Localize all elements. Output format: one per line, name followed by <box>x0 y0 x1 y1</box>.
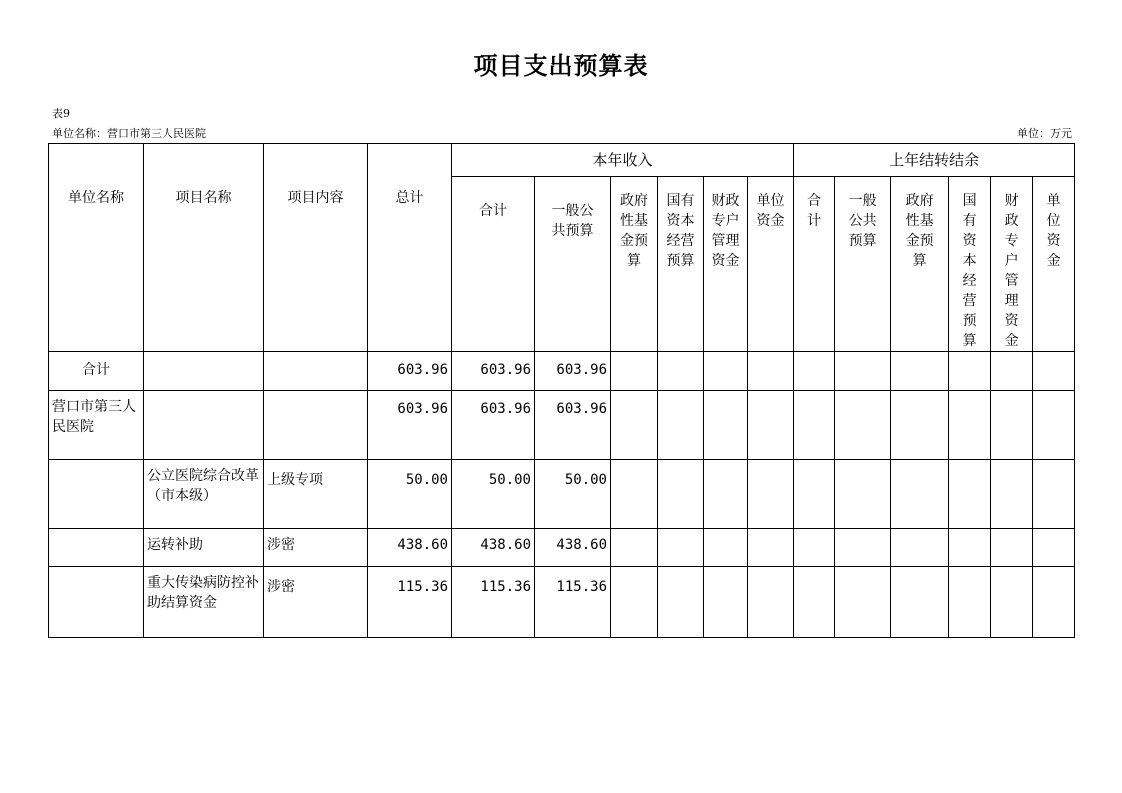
empty-cell <box>748 352 794 391</box>
empty-cell <box>794 567 835 638</box>
empty-cell <box>704 567 748 638</box>
empty-cell <box>891 391 949 460</box>
empty-cell <box>658 567 704 638</box>
project-current-total: 115.36 <box>452 567 535 638</box>
empty-cell <box>891 567 949 638</box>
empty-cell <box>49 567 144 638</box>
empty-cell <box>748 460 794 529</box>
unit-row-current-general: 603.96 <box>535 391 611 460</box>
empty-cell <box>704 529 748 567</box>
empty-cell <box>891 460 949 529</box>
project-current-general: 438.60 <box>535 529 611 567</box>
project-current-total: 438.60 <box>452 529 535 567</box>
project-sum: 50.00 <box>368 460 452 529</box>
empty-cell <box>794 391 835 460</box>
table-row <box>49 529 1075 567</box>
project-current-general: 50.00 <box>535 460 611 529</box>
project-content: 涉密 <box>264 529 368 567</box>
empty-cell <box>704 460 748 529</box>
header-carryover-gov-fund-label: 政府性基金预算 <box>905 193 934 269</box>
header-carryover-special-account <box>991 177 1033 352</box>
empty-cell <box>891 529 949 567</box>
header-current-state-capital <box>658 177 704 352</box>
empty-cell <box>144 352 264 391</box>
empty-cell <box>991 529 1033 567</box>
table-row <box>49 567 1075 638</box>
header-carryover-state-capital <box>949 177 991 352</box>
header-unit-name: 单位名称 <box>49 144 144 352</box>
project-content: 涉密 <box>264 567 368 638</box>
page-title: 项目支出预算表 <box>473 52 649 80</box>
empty-cell <box>611 529 658 567</box>
header-current-gov-fund-label: 政府性基金预算 <box>620 193 648 269</box>
empty-cell <box>794 529 835 567</box>
empty-cell <box>835 352 891 391</box>
header-current-general-label: 一般公共预算 <box>551 203 594 239</box>
table-row-unit <box>49 391 1075 460</box>
header-carryover-special-account-label: 财政专户管理资金 <box>1004 193 1019 349</box>
empty-cell <box>704 391 748 460</box>
empty-cell <box>658 391 704 460</box>
header-current-special-account <box>704 177 748 352</box>
budget-table <box>48 143 1075 638</box>
header-current-unit-fund <box>748 177 794 352</box>
empty-cell <box>949 529 991 567</box>
unit-row-name: 营口市第三人民医院 <box>49 391 144 460</box>
empty-cell <box>748 529 794 567</box>
empty-cell <box>949 460 991 529</box>
empty-cell <box>835 567 891 638</box>
empty-cell <box>991 460 1033 529</box>
project-content: 上级专项 <box>264 460 368 529</box>
header-carryover: 上年结转结余 <box>794 144 1075 177</box>
project-sum: 438.60 <box>368 529 452 567</box>
empty-cell <box>949 352 991 391</box>
currency-unit-label: 单位：万元 <box>1017 127 1072 140</box>
empty-cell <box>1033 391 1075 460</box>
empty-cell <box>1033 460 1075 529</box>
header-carryover-total-label: 合计 <box>807 193 822 229</box>
total-sum: 603.96 <box>368 352 452 391</box>
header-carryover-state-capital-label: 国有资本经营预算 <box>962 193 977 349</box>
header-current-total <box>452 177 535 352</box>
total-current-general: 603.96 <box>535 352 611 391</box>
empty-cell <box>949 567 991 638</box>
header-current-year-income: 本年收入 <box>452 144 794 177</box>
empty-cell <box>704 352 748 391</box>
empty-cell <box>658 529 704 567</box>
header-carryover-general <box>835 177 891 352</box>
empty-cell <box>1033 567 1075 638</box>
empty-cell <box>991 352 1033 391</box>
project-sum: 115.36 <box>368 567 452 638</box>
header-current-special-account-label: 财政专户管理资金 <box>711 193 740 269</box>
empty-cell <box>1033 352 1075 391</box>
empty-cell <box>835 529 891 567</box>
project-current-total: 50.00 <box>452 460 535 529</box>
unit-row-sum: 603.96 <box>368 391 452 460</box>
empty-cell <box>835 391 891 460</box>
empty-cell <box>991 567 1033 638</box>
header-project-name: 项目名称 <box>144 144 264 352</box>
empty-cell <box>264 352 368 391</box>
header-project-content: 项目内容 <box>264 144 368 352</box>
empty-cell <box>748 567 794 638</box>
empty-cell <box>794 460 835 529</box>
project-name: 公立医院综合改革（市本级） <box>144 460 264 529</box>
header-current-state-capital-label: 国有资本经营预算 <box>666 193 695 269</box>
empty-cell <box>748 391 794 460</box>
header-current-unit-fund-label: 单位资金 <box>756 193 785 229</box>
unit-name-label: 单位名称：营口市第三人民医院 <box>52 127 206 140</box>
total-current-total: 603.96 <box>452 352 535 391</box>
unit-row-current-total: 603.96 <box>452 391 535 460</box>
header-carryover-general-label: 一般公共预算 <box>848 193 877 249</box>
header-current-general <box>535 177 611 352</box>
project-current-general: 115.36 <box>535 567 611 638</box>
empty-cell <box>144 391 264 460</box>
empty-cell <box>891 352 949 391</box>
empty-cell <box>611 352 658 391</box>
header-carryover-unit-fund <box>1033 177 1075 352</box>
empty-cell <box>264 391 368 460</box>
empty-cell <box>611 391 658 460</box>
empty-cell <box>991 391 1033 460</box>
empty-cell <box>658 460 704 529</box>
header-current-total-label: 合计 <box>479 203 507 219</box>
empty-cell <box>1033 529 1075 567</box>
project-name: 运转补助 <box>144 529 264 567</box>
empty-cell <box>49 460 144 529</box>
project-name: 重大传染病防控补助结算资金 <box>144 567 264 638</box>
header-carryover-unit-fund-label: 单位资金 <box>1046 193 1061 269</box>
empty-cell <box>949 391 991 460</box>
header-total: 总计 <box>368 144 452 352</box>
empty-cell <box>611 460 658 529</box>
header-row-groups <box>49 144 1075 177</box>
empty-cell <box>49 529 144 567</box>
table-row-total <box>49 352 1075 391</box>
table-row <box>49 460 1075 529</box>
empty-cell <box>835 460 891 529</box>
table-number: 表9 <box>52 107 70 120</box>
empty-cell <box>611 567 658 638</box>
header-carryover-gov-fund <box>891 177 949 352</box>
empty-cell <box>794 352 835 391</box>
total-label: 合计 <box>49 352 144 391</box>
header-carryover-total <box>794 177 835 352</box>
empty-cell <box>658 352 704 391</box>
header-current-gov-fund <box>611 177 658 352</box>
